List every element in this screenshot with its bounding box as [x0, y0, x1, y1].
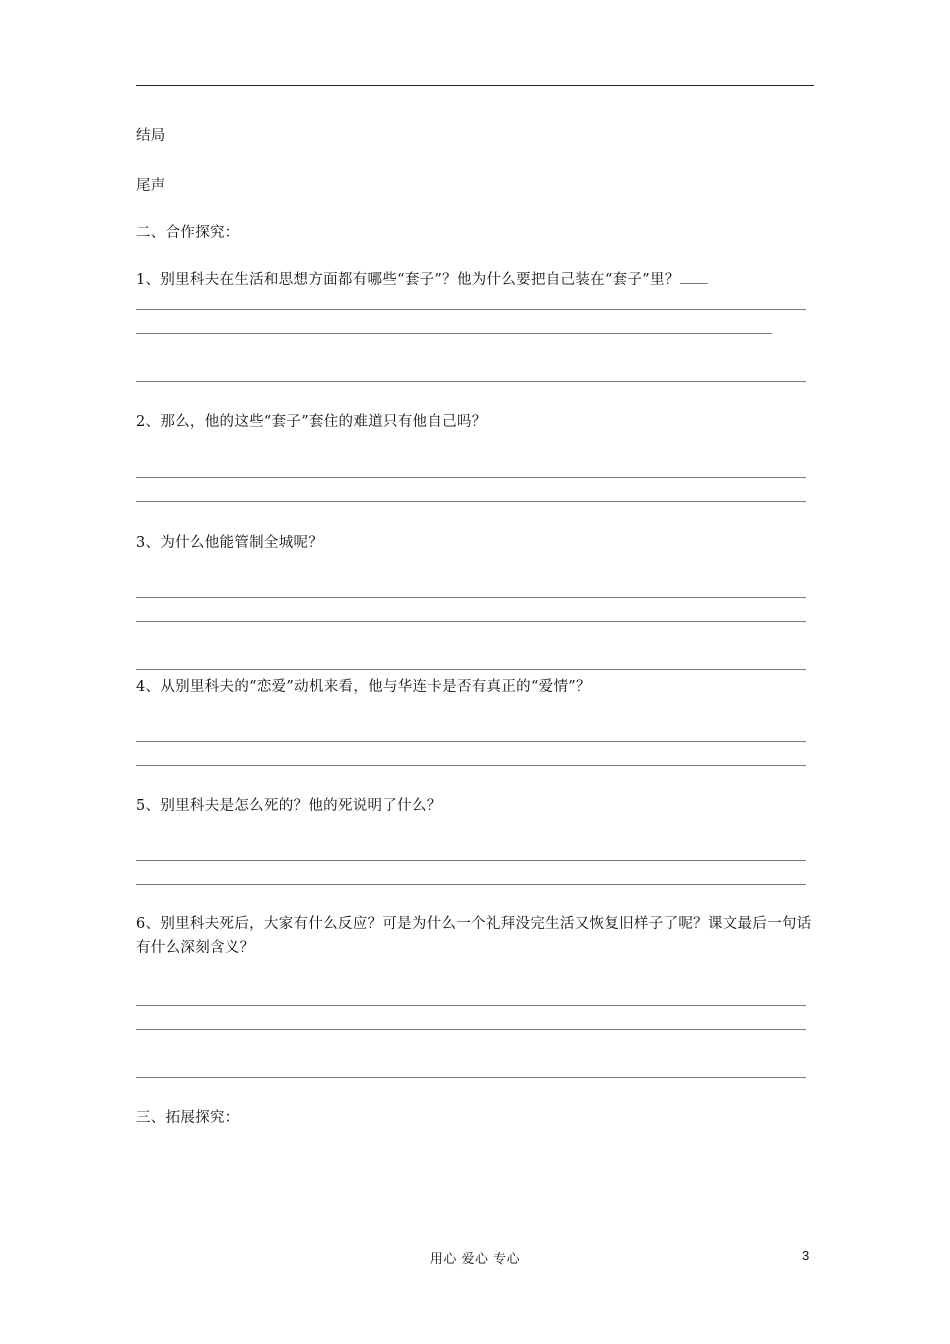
- answer-blank-3a: [136, 597, 806, 598]
- answer-blank-inline: [680, 269, 708, 284]
- answer-blank-3c: [136, 669, 806, 670]
- question-1-line: [136, 268, 708, 292]
- answer-blank-6c: [136, 1077, 806, 1078]
- answer-blank-2a: [136, 477, 806, 478]
- question-4: 4、从别里科夫的“恋爱”动机来看，他与华连卡是否有真正的“爱情”？: [136, 679, 591, 695]
- answer-blank-5a: [136, 860, 806, 861]
- answer-blank-3b: [136, 621, 806, 622]
- question-3: 3、为什么他能管制全城呢？: [136, 535, 324, 551]
- section-heading-cooperative-inquiry: 二、合作探究：: [136, 225, 240, 241]
- header-rule: [136, 85, 814, 86]
- answer-blank-6b: [136, 1029, 806, 1030]
- answer-blank-1c: [136, 381, 806, 382]
- footer-motto: 用心 爱心 专心: [429, 1252, 521, 1267]
- question-1: 1、别里科夫在生活和思想方面都有哪些“套子”？他为什么要把自己装在“套子”里？: [136, 272, 680, 288]
- outline-item-ending: 结局: [136, 128, 166, 144]
- answer-blank-4a: [136, 741, 806, 742]
- answer-blank-4b: [136, 765, 806, 766]
- answer-blank-2b: [136, 501, 806, 502]
- answer-blank-1a: [136, 309, 806, 310]
- section-heading-extended-inquiry: 三、拓展探究：: [136, 1110, 240, 1126]
- outline-item-epilogue: 尾声: [136, 178, 166, 194]
- page-number: 3: [802, 1248, 810, 1263]
- question-2: 2、那么，他的这些“套子”套住的难道只有他自己吗？: [136, 414, 487, 430]
- answer-blank-6a: [136, 1005, 806, 1006]
- answer-blank-1b: [136, 333, 772, 334]
- question-5: 5、别里科夫是怎么死的？他的死说明了什么？: [136, 798, 442, 814]
- question-6: 6、别里科夫死后，大家有什么反应？可是为什么一个礼拜没完生活又恢复旧样子了呢？课文最后一句话有什么深刻含义？: [136, 916, 812, 956]
- answer-blank-5b: [136, 884, 806, 885]
